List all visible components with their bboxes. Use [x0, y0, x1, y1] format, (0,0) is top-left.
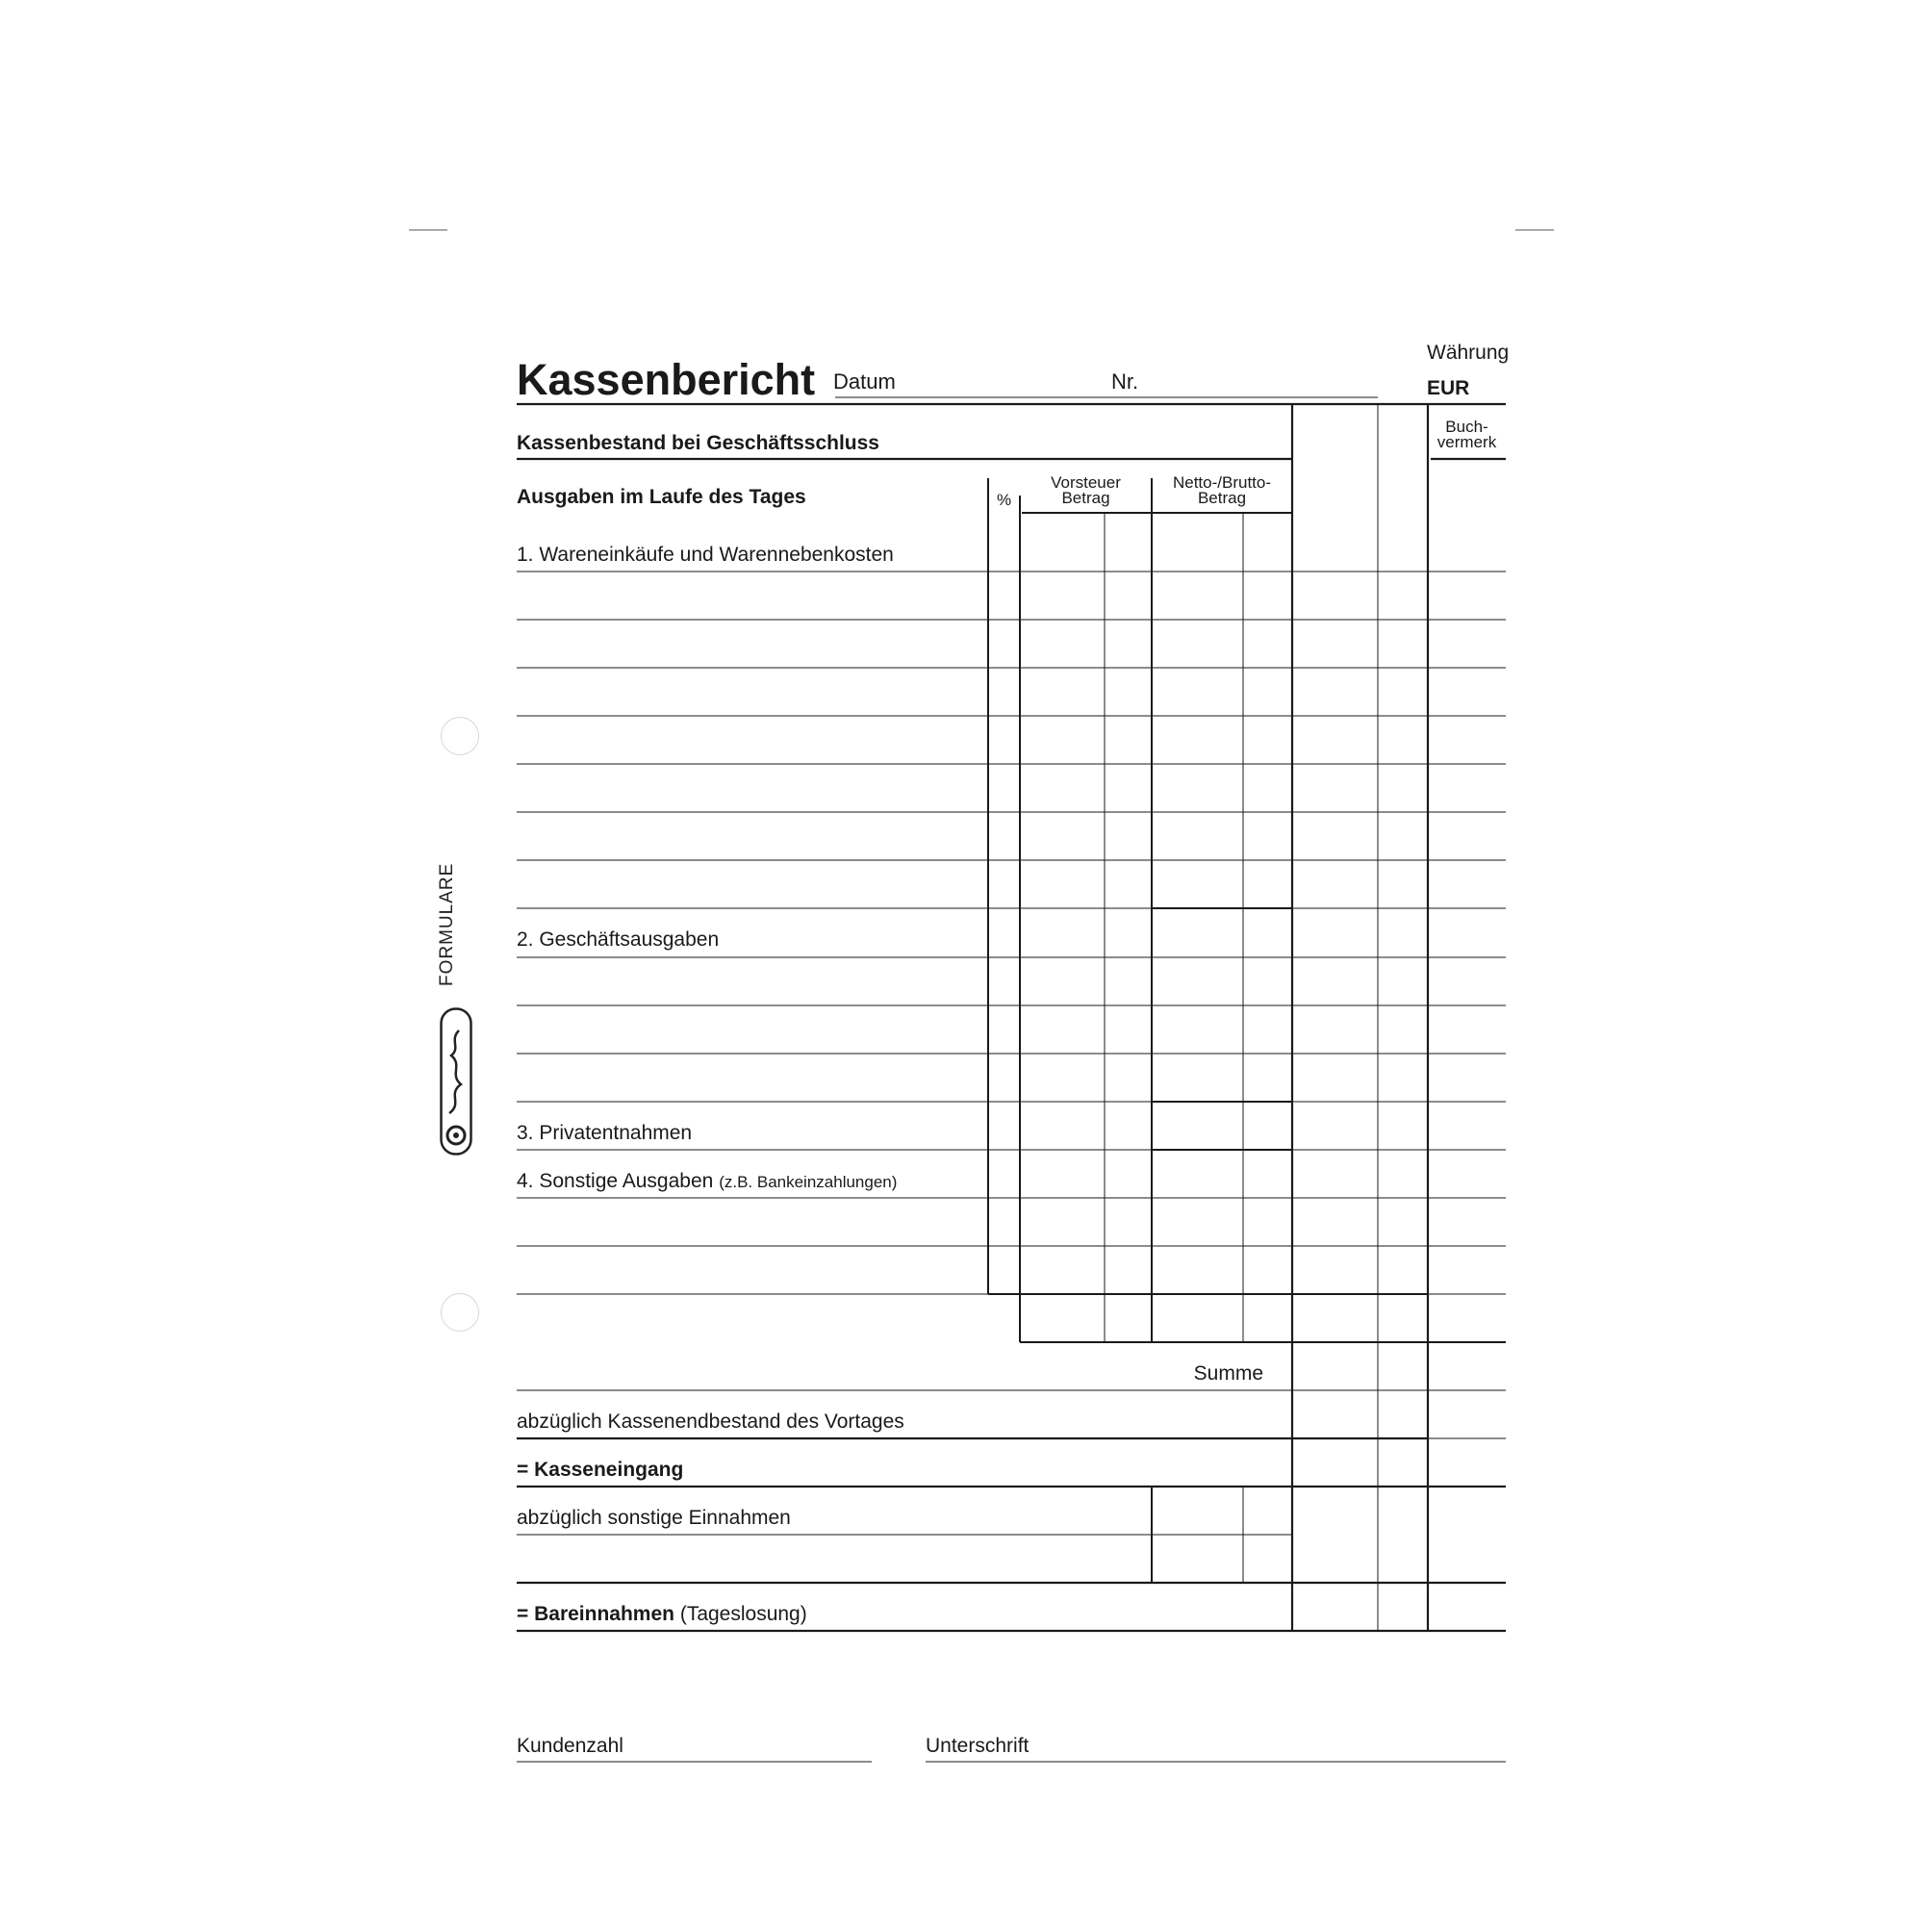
form-title: Kassenbericht	[517, 355, 816, 404]
sum-label: Summe	[1193, 1362, 1263, 1385]
cash-takings-label: = Bareinnahmen	[517, 1603, 674, 1625]
cash-balance-heading: Kassenbestand bei Geschäftsschluss	[517, 432, 879, 454]
brand-label: FORMULARE	[437, 862, 457, 986]
punch-hole-bottom	[441, 1293, 479, 1332]
date-label: Datum	[833, 369, 896, 394]
column-percent: %	[996, 491, 1012, 509]
number-label: Nr.	[1111, 369, 1139, 394]
column-net-gross: Netto-/Brutto- Betrag	[1172, 473, 1272, 508]
currency-label: Währung	[1427, 342, 1510, 364]
expenses-heading: Ausgaben im Laufe des Tages	[517, 486, 806, 508]
category-1: 1. Wareneinkäufe und Warennebenkosten	[517, 544, 894, 566]
cash-takings	[517, 1604, 807, 1624]
category-4-label: 4. Sonstige Ausgaben	[517, 1170, 714, 1192]
punch-hole-top	[441, 717, 479, 755]
column-input-tax: Vorsteuer Betrag	[1051, 473, 1121, 508]
category-4	[517, 1171, 897, 1191]
herlitz-logo-icon	[440, 1007, 472, 1156]
category-4-note: (z.B. Bankeinzahlungen)	[719, 1173, 898, 1191]
category-2: 2. Geschäftsausgaben	[517, 928, 720, 951]
booking-note-label: Buch- vermerk	[1436, 418, 1497, 452]
cash-takings-note: (Tageslosung)	[679, 1603, 807, 1625]
herlitz-brand	[425, 862, 473, 1159]
customer-count-label: Kundenzahl	[517, 1735, 623, 1757]
cash-receipts: = Kasseneingang	[517, 1459, 684, 1481]
less-previous-balance: abzüglich Kassenendbestand des Vortages	[517, 1411, 904, 1433]
category-3: 3. Privatentnahmen	[517, 1122, 693, 1144]
currency-value: EUR	[1427, 377, 1470, 399]
less-other-income: abzüglich sonstige Einnahmen	[517, 1507, 791, 1529]
signature-label: Unterschrift	[926, 1735, 1030, 1757]
